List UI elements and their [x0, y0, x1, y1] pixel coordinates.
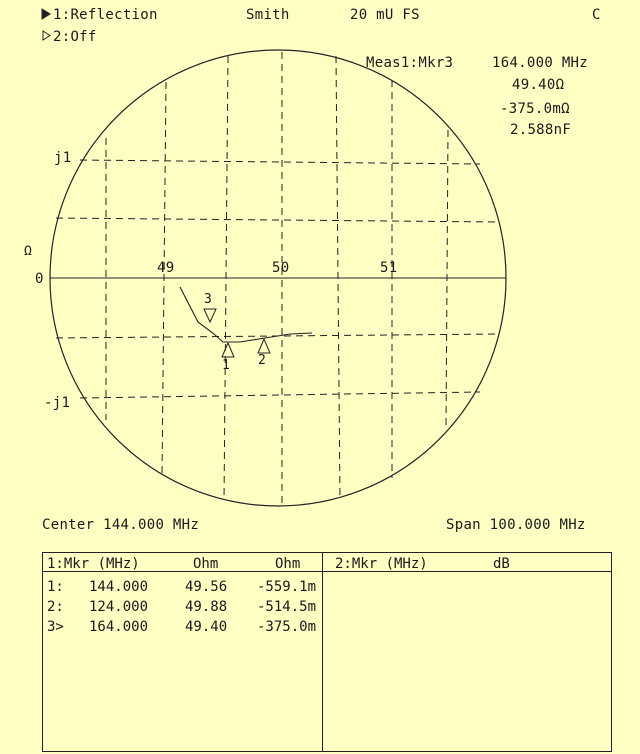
- readout-title: Meas1:Mkr3: [366, 55, 454, 71]
- row-id: 3>: [47, 619, 64, 635]
- channel1-label[interactable]: 1:Reflection: [53, 7, 158, 23]
- center-frequency[interactable]: Center 144.000 MHz: [42, 517, 200, 533]
- axis-zero-label: 0: [35, 271, 44, 287]
- channel2-label[interactable]: 2:Off: [53, 29, 97, 45]
- marker-3-label[interactable]: 3: [204, 292, 213, 307]
- marker-1-label[interactable]: 1: [222, 358, 231, 373]
- table-header-mkr1: 1:Mkr (MHz): [47, 556, 140, 572]
- scale-label: 20 mU FS: [350, 7, 420, 23]
- row-freq: 144.000: [89, 579, 149, 595]
- r50-label: 50: [272, 260, 290, 276]
- format-label: Smith: [246, 7, 290, 23]
- row-resistance: 49.56: [185, 579, 228, 595]
- row-reactance: -375.0m: [257, 619, 317, 635]
- j1-label: j1: [54, 150, 72, 166]
- table-header-mkr2: 2:Mkr (MHz): [335, 556, 428, 572]
- readout-resistance: 49.40Ω: [512, 77, 565, 93]
- trace-line: [180, 287, 312, 342]
- r49-label: 49: [157, 260, 175, 276]
- table-header-ohm-r: Ohm: [193, 556, 219, 572]
- channel2-arrow-icon: [43, 31, 50, 40]
- row-id: 2:: [47, 599, 64, 615]
- readout-reactance: -375.0mΩ: [500, 101, 570, 117]
- cal-flag: C: [592, 7, 601, 23]
- readout-capacitance: 2.588nF: [510, 122, 572, 138]
- marker-2-label[interactable]: 2: [258, 353, 267, 368]
- row-id: 1:: [47, 579, 64, 595]
- marker-1-symbol: [222, 343, 234, 357]
- row-resistance: 49.40: [185, 619, 228, 635]
- channel1-arrow-icon: [42, 9, 50, 19]
- marker-2-symbol: [258, 339, 270, 353]
- row-freq: 164.000: [89, 619, 149, 635]
- table-header-db: dB: [493, 556, 510, 572]
- row-resistance: 49.88: [185, 599, 228, 615]
- marker-table: [42, 552, 612, 752]
- row-freq: 124.000: [89, 599, 149, 615]
- marker-3-symbol: [204, 309, 216, 322]
- row-reactance: -514.5m: [257, 599, 317, 615]
- readout-frequency: 164.000 MHz: [492, 55, 589, 71]
- table-divider: [322, 553, 323, 751]
- r51-label: 51: [380, 260, 398, 276]
- span-frequency[interactable]: Span 100.000 MHz: [446, 517, 586, 533]
- table-header-ohm-x: Ohm: [275, 556, 301, 572]
- neg-j1-label: -j1: [44, 395, 71, 411]
- ohm-symbol: Ω: [24, 244, 33, 259]
- row-reactance: -559.1m: [257, 579, 317, 595]
